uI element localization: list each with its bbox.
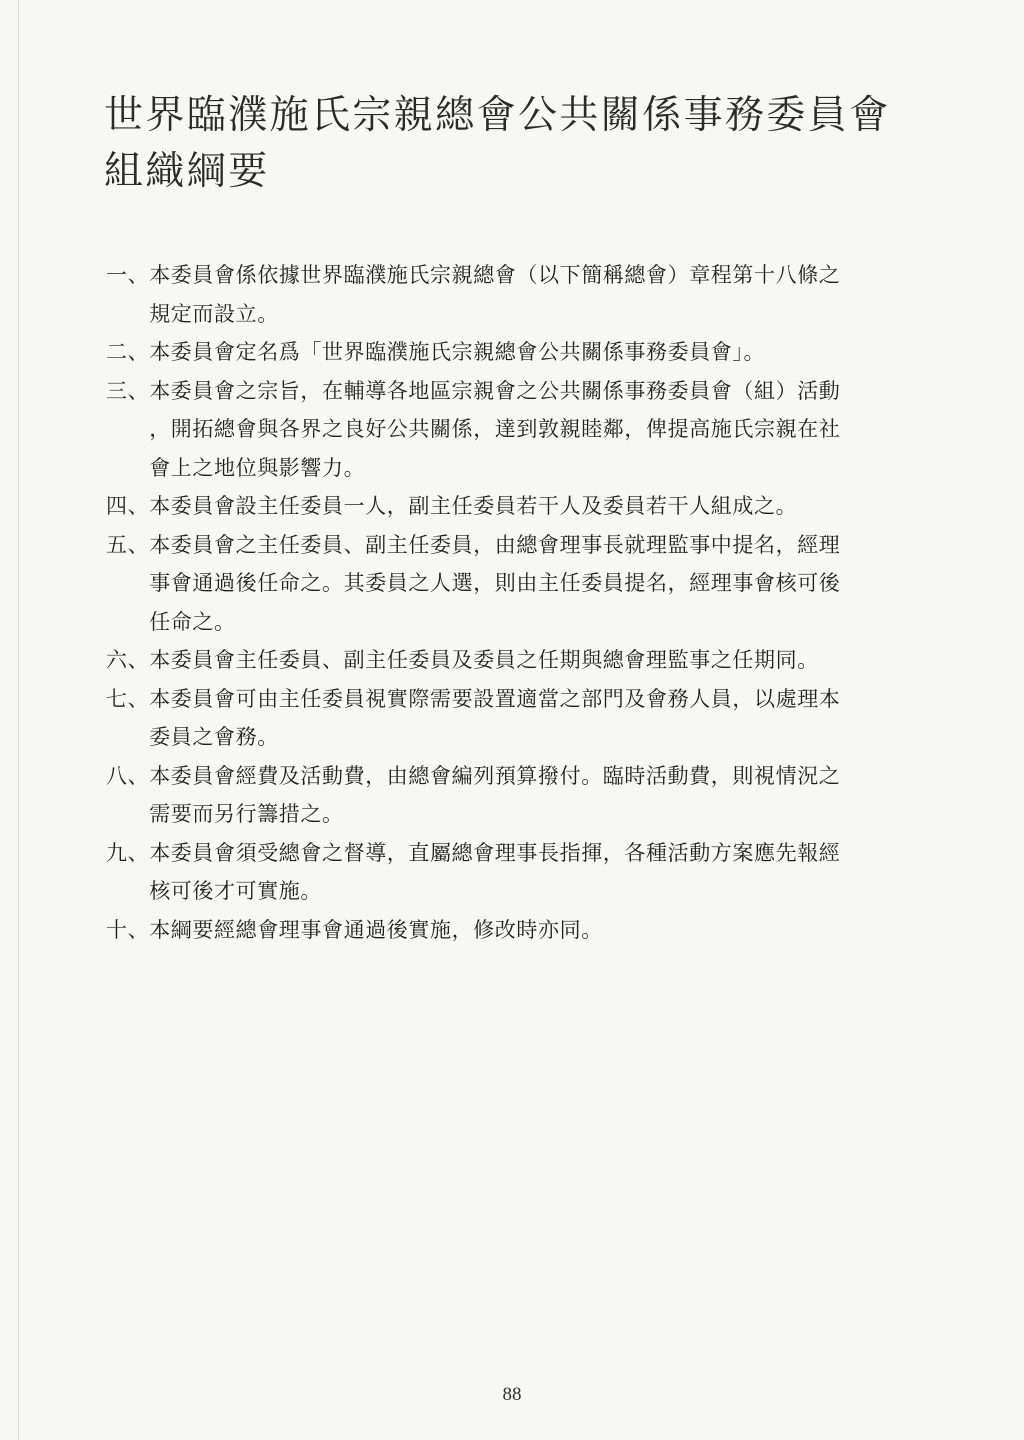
clause-line: 本委員會主任委員、副主任委員及委員之任期與總會理監事之任期同。 — [149, 648, 819, 672]
clause-line: 會上之地位與影響力。 — [149, 455, 366, 480]
clause-1 — [106, 256, 968, 333]
clause-number: 八、 — [106, 763, 150, 788]
title-line-2: 組織綱要 — [104, 149, 270, 194]
clause-line: 委員之會務。 — [149, 725, 279, 749]
scan-edge-line — [18, 0, 19, 1440]
clause-number: 三、 — [106, 378, 150, 403]
clause-line: 本委員會定名爲「世界臨濮施氏宗親總會公共關係事務委員會」。 — [149, 340, 766, 364]
clause-text — [149, 333, 968, 372]
clause-text — [149, 372, 968, 488]
clause-line: 本委員會可由主任委員視實際需要設置適當之部門及會務人員，以處理本 — [149, 686, 841, 711]
clause-line: 本綱要經總會理事會通過後實施，修改時亦同。 — [149, 917, 603, 942]
clause-text — [149, 256, 968, 333]
clause-text — [149, 834, 968, 911]
document-title — [104, 88, 974, 200]
clause-line: ，開拓總會與各界之良好公共關係，達到敦親睦鄰，俾提高施氏宗親在社 — [149, 417, 841, 441]
title-line-1: 世界臨濮施氏宗親總會公共關係事務委員會 — [104, 93, 891, 138]
clause-line: 本委員會經費及活動費，由總會編列預算撥付。臨時活動費，則視情況之 — [149, 763, 841, 788]
clause-line: 本委員會之宗旨，在輔導各地區宗親會之公共關係事務委員會（組）活動 — [149, 378, 841, 403]
clause-line: 核可後才可實施。 — [149, 879, 323, 903]
clause-line: 任命之。 — [149, 609, 236, 634]
clause-5 — [106, 526, 968, 642]
clause-number: 七、 — [106, 686, 150, 711]
clause-line: 規定而設立。 — [149, 301, 279, 326]
clause-line: 本委員會係依據世界臨濮施氏宗親總會（以下簡稱總會）章程第十八條之 — [149, 263, 841, 287]
clause-text — [149, 757, 968, 834]
clause-text — [149, 680, 968, 757]
clause-text — [149, 526, 968, 642]
clause-10 — [106, 911, 968, 950]
clause-3 — [106, 372, 968, 488]
clause-number: 九、 — [106, 840, 150, 865]
clause-list — [106, 256, 968, 949]
clause-number: 十、 — [106, 917, 150, 942]
clause-4 — [106, 487, 968, 526]
clause-line: 事會通過後任命之。其委員之人選，則由主任委員提名，經理事會核可後 — [149, 571, 841, 595]
clause-text — [149, 487, 968, 526]
clause-text — [149, 641, 968, 680]
clause-number: 一、 — [106, 263, 150, 287]
clause-text — [149, 911, 968, 950]
clause-line: 本委員會須受總會之督導，直屬總會理事長指揮，各種活動方案應先報經 — [149, 840, 841, 865]
clause-2 — [106, 333, 968, 372]
clause-number: 六、 — [106, 648, 150, 672]
clause-8 — [106, 757, 968, 834]
clause-7 — [106, 680, 968, 757]
clause-line: 需要而另行籌措之。 — [149, 802, 344, 826]
clause-6 — [106, 641, 968, 680]
clause-number: 四、 — [106, 494, 150, 518]
clause-line: 本委員會設主任委員一人，副主任委員若干人及委員若干人組成之。 — [149, 494, 798, 518]
clause-number: 五、 — [106, 532, 150, 557]
clause-number: 二、 — [106, 340, 150, 364]
clause-9 — [106, 834, 968, 911]
clause-line: 本委員會之主任委員、副主任委員，由總會理事長就理監事中提名，經理 — [149, 532, 841, 557]
page-number: 88 — [502, 1384, 522, 1405]
